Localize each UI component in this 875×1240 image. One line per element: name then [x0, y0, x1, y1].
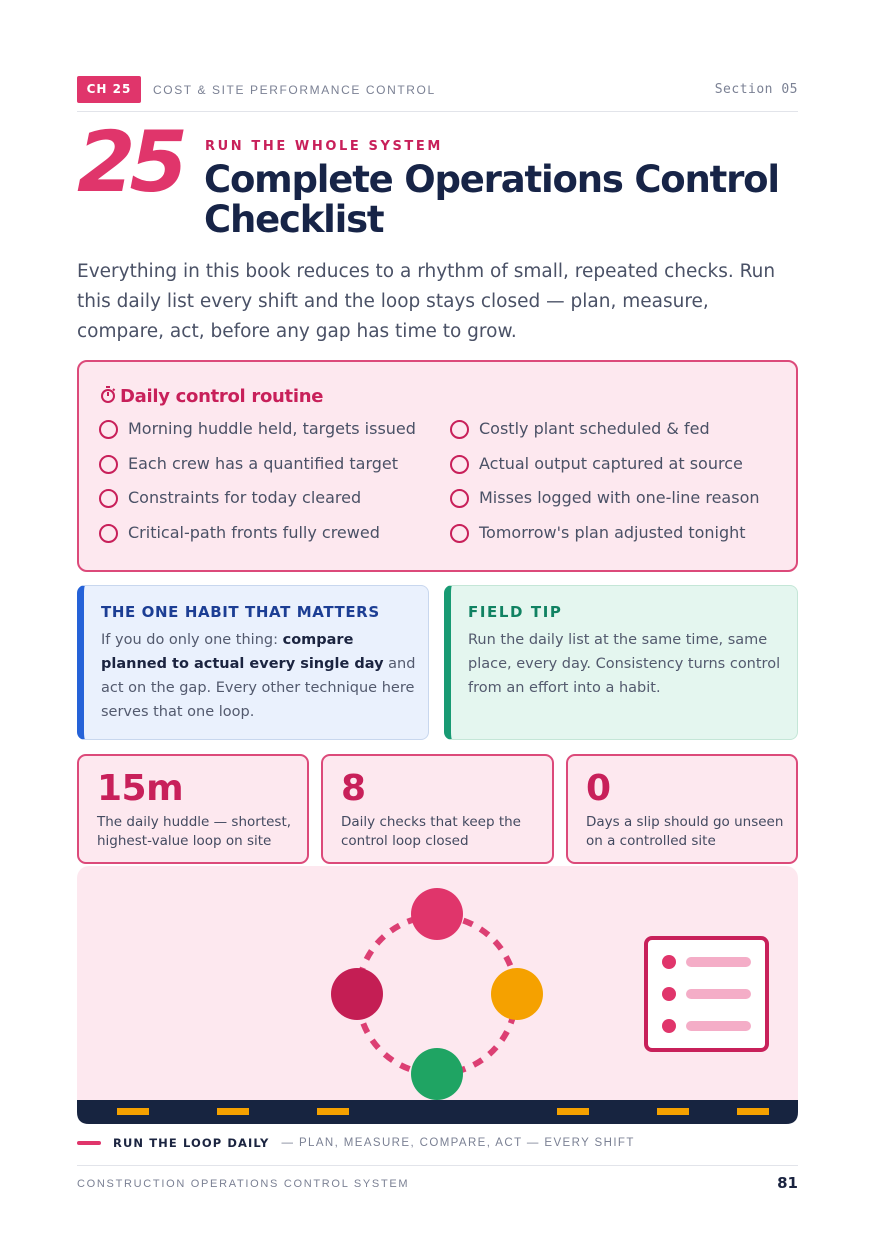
checklist-item[interactable] [99, 521, 380, 543]
checklist-item[interactable] [99, 452, 398, 474]
stat-value: 0 [586, 768, 611, 809]
habit-body-emphasis: compare planned to actual every single day [101, 632, 384, 672]
checklist-item-label: Constraints for today cleared [128, 487, 362, 507]
checklist-item[interactable] [99, 417, 416, 439]
figure-caption [77, 1135, 635, 1151]
loop-node-act [331, 968, 383, 1020]
stat-value: 8 [341, 768, 366, 809]
page-title: Complete Operations Control Checklist [204, 158, 779, 241]
checklist-item[interactable] [450, 452, 743, 474]
running-title: COST & SITE PERFORMANCE CONTROL [153, 83, 436, 97]
stat-description: The daily huddle — shortest, highest-value loop on site [97, 814, 292, 849]
road-strip [77, 1100, 798, 1124]
kicker: RUN THE WHOLE SYSTEM [205, 139, 443, 154]
checklist-item[interactable] [450, 486, 760, 508]
checkbox-circle[interactable] [450, 455, 469, 474]
checklist-item[interactable] [450, 521, 746, 543]
checklist-item-label: Morning huddle held, targets issued [128, 418, 416, 438]
chapter-number: 25 [77, 113, 182, 211]
page-number: 81 [777, 1174, 798, 1192]
routine-heading-text: Daily control routine [120, 386, 324, 407]
page-header [77, 76, 798, 112]
loop-node-plan [411, 888, 463, 940]
footer-book-title: CONSTRUCTION OPERATIONS CONTROL SYSTEM [77, 1178, 410, 1190]
stat-card [77, 754, 309, 864]
clipboard-checklist-icon [646, 938, 767, 1050]
caption-dash [77, 1141, 101, 1145]
habit-body-start: If you do only one thing: [101, 632, 283, 648]
habit-callout [77, 585, 429, 740]
stat-description: Daily checks that keep the control loop closed [341, 814, 521, 849]
stat-value: 15m [97, 768, 184, 809]
checkbox-circle[interactable] [450, 420, 469, 439]
page-footer [77, 1165, 798, 1195]
intro-paragraph: Everything in this book reduces to a rhythm of small, repeated checks. Run this daily list every shift and the loop stays closed — plan, measure, compare, act, before any gap has time to grow. [77, 261, 776, 342]
habit-body-end: and act on the gap. Every other technique here serves that one loop. [101, 656, 416, 720]
stat-card [321, 754, 554, 864]
checklist-item[interactable] [450, 417, 710, 439]
habit-callout-heading: THE ONE HABIT THAT MATTERS [101, 603, 380, 621]
checklist-item-label: Tomorrow's plan adjusted tonight [479, 522, 746, 542]
field-tip-body: Run the daily list at the same time, same place, every day. Consistency turns control from an effort into a habit. [468, 632, 781, 696]
stat-description: Days a slip should go unseen on a controlled site [586, 814, 784, 849]
stat-card [566, 754, 798, 864]
checklist-item-label: Misses logged with one-line reason [479, 487, 760, 507]
field-tip-callout [444, 585, 798, 740]
caption-subtitle: — PLAN, MEASURE, COMPARE, ACT — EVERY SHIFT [281, 1137, 635, 1149]
checkbox-circle[interactable] [99, 420, 118, 439]
checkbox-circle[interactable] [99, 455, 118, 474]
daily-routine-panel [77, 360, 798, 572]
checklist-item-label: Critical-path fronts fully crewed [128, 522, 380, 542]
checklist-item-label: Actual output captured at source [479, 453, 743, 473]
checklist-item-label: Costly plant scheduled & fed [479, 418, 710, 438]
routine-heading [100, 386, 323, 407]
loop-node-measure [491, 968, 543, 1020]
checklist-item-label: Each crew has a quantified target [128, 453, 399, 473]
field-tip-heading: FIELD TIP [468, 603, 563, 621]
caption-title: RUN THE LOOP DAILY [113, 1136, 270, 1150]
checklist-item[interactable] [99, 486, 361, 508]
habit-callout-body [101, 628, 419, 724]
checkbox-circle[interactable] [99, 489, 118, 508]
checkbox-circle[interactable] [450, 489, 469, 508]
section-label: Section 05 [714, 82, 798, 97]
checkbox-circle[interactable] [99, 524, 118, 543]
stopwatch-icon [100, 386, 116, 403]
chapter-badge: CH 25 [77, 76, 141, 103]
loop-node-compare [411, 1048, 463, 1100]
control-loop-illustration [77, 866, 798, 1124]
checkbox-circle[interactable] [450, 524, 469, 543]
